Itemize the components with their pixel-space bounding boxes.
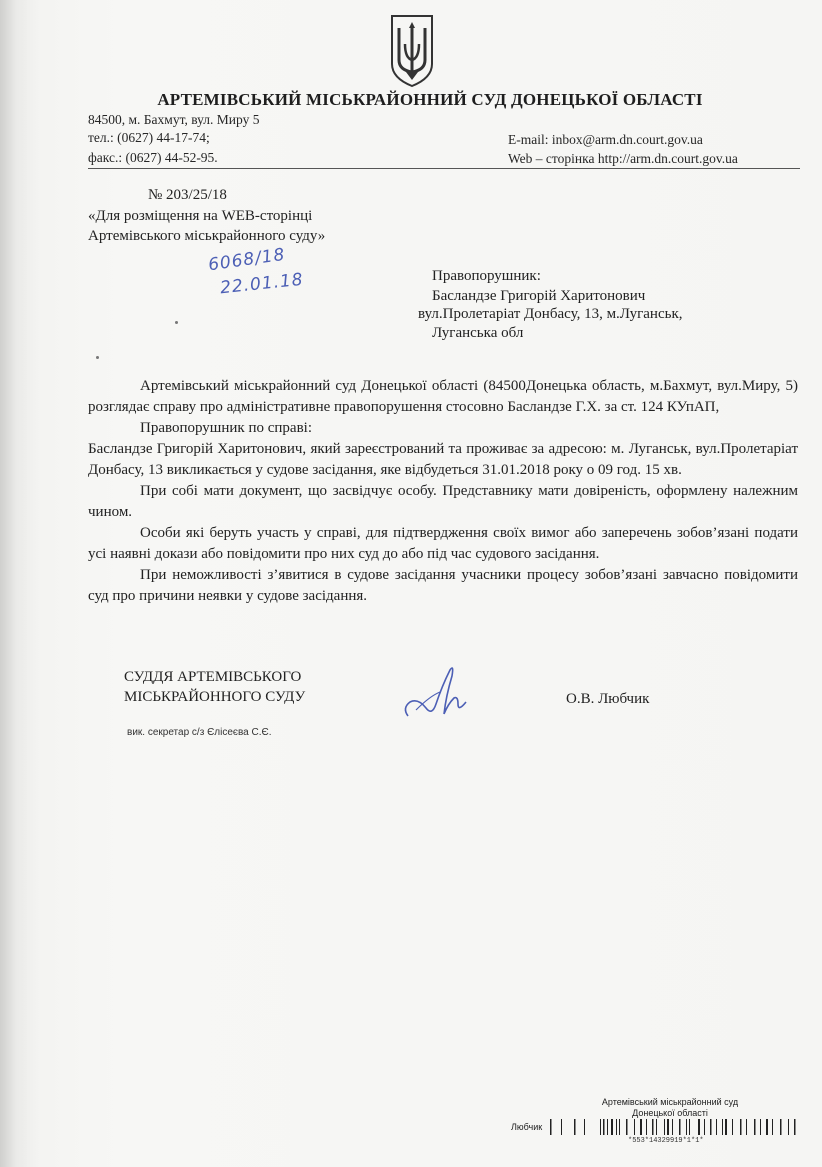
- footer-stamp-line1: Артемівський міськрайонний суд: [601, 1097, 739, 1107]
- judge-title-line2: МІСЬКРАЙОННОГО СУДУ: [124, 689, 306, 705]
- handwritten-registration-number: 6068/18: [206, 244, 287, 276]
- court-phone: тел.: (0627) 44-17-74;: [88, 130, 210, 145]
- judge-title-line1: СУДДЯ АРТЕМІВСЬКОГО: [124, 669, 302, 685]
- paragraph-case-intro: Артемівський міськрайонний суд Донецької області (84500Донецька область, м.Бахмут, вул.Миру, 5) розглядає справу про адміністративне правопорушення стосовно Басландзе Г.Х. за ст. 124 КУпАП,: [88, 378, 798, 415]
- court-fax: факс.: (0627) 44-52-95.: [88, 150, 218, 165]
- recipient-address-line1: вул.Пролетаріат Донбасу, 13, м.Луганськ,: [418, 306, 683, 322]
- secretary-note: вик. секретар с/з Єлісеєва С.Є.: [127, 727, 272, 738]
- court-email: E-mail: inbox@arm.dn.court.gov.ua: [508, 132, 703, 147]
- handwritten-registration-date: 22.01.18: [219, 269, 305, 299]
- paragraph-documents: При собі мати документ, що засвідчує особу. Представнику мати довіреність, оформлену належним чином.: [88, 483, 798, 520]
- paragraph-evidence: Особи які беруть участь у справі, для підтвердження своїх вимог або заперечень зобов’язані подати усі наявні докази або повідомити про них суд до або під час судового засідання.: [88, 525, 798, 562]
- coat-of-arms-icon: [388, 14, 436, 88]
- recipient-label: Правопорушник:: [432, 268, 541, 284]
- court-website: Web – сторінка http://arm.dn.court.gov.ua: [508, 151, 738, 166]
- header-divider: [88, 168, 800, 169]
- web-note-line2: Артемівського міськрайонного суду»: [88, 228, 326, 244]
- web-note-line1: «Для розміщення на WEB-сторінці: [88, 208, 313, 224]
- footer-stamp-line2: Донецької області: [632, 1108, 708, 1118]
- footer-stamp-name: Любчик: [511, 1122, 543, 1132]
- judge-title: [124, 667, 305, 707]
- paragraph-absence-notice: При неможливості з’явитися в судове засідання учасники процесу зобов’язані завчасно повідомити суд про причини неявки у судове засідання.: [88, 567, 798, 604]
- reference-number: № 203/25/18: [148, 187, 227, 203]
- judge-name: О.В. Любчик: [566, 691, 650, 707]
- letter-body: [88, 376, 798, 607]
- paragraph-offender-label: Правопорушник по справі:: [140, 420, 312, 436]
- recipient-address-line2: Луганська обл: [432, 325, 524, 341]
- barcode-number: *553*14329919*1*1*: [628, 1137, 704, 1145]
- paragraph-summons: Басландзе Григорій Харитонович, який зареєстрований та проживає за адресою: м. Луганськ, вул.Пролетаріат Донбасу, 13 викликається у судове засідання, яке відбудеться 31.01.2018 року о 09 год. 15 хв.: [88, 441, 798, 478]
- judge-signature: [396, 658, 476, 730]
- recipient-name: Басландзе Григорій Харитонович: [432, 288, 646, 304]
- document-barcode: [548, 1119, 798, 1135]
- scan-speck: [175, 321, 178, 324]
- court-name-heading: АРТЕМІВСЬКИЙ МІСЬКРАЙОННИЙ СУД ДОНЕЦЬКОЇ ОБЛАСТІ: [157, 90, 703, 109]
- scan-edge-shadow: [0, 0, 28, 1167]
- footer-court-stamp: [590, 1097, 750, 1119]
- court-address: 84500, м. Бахмут, вул. Миру 5: [88, 112, 260, 127]
- scan-speck: [96, 356, 99, 359]
